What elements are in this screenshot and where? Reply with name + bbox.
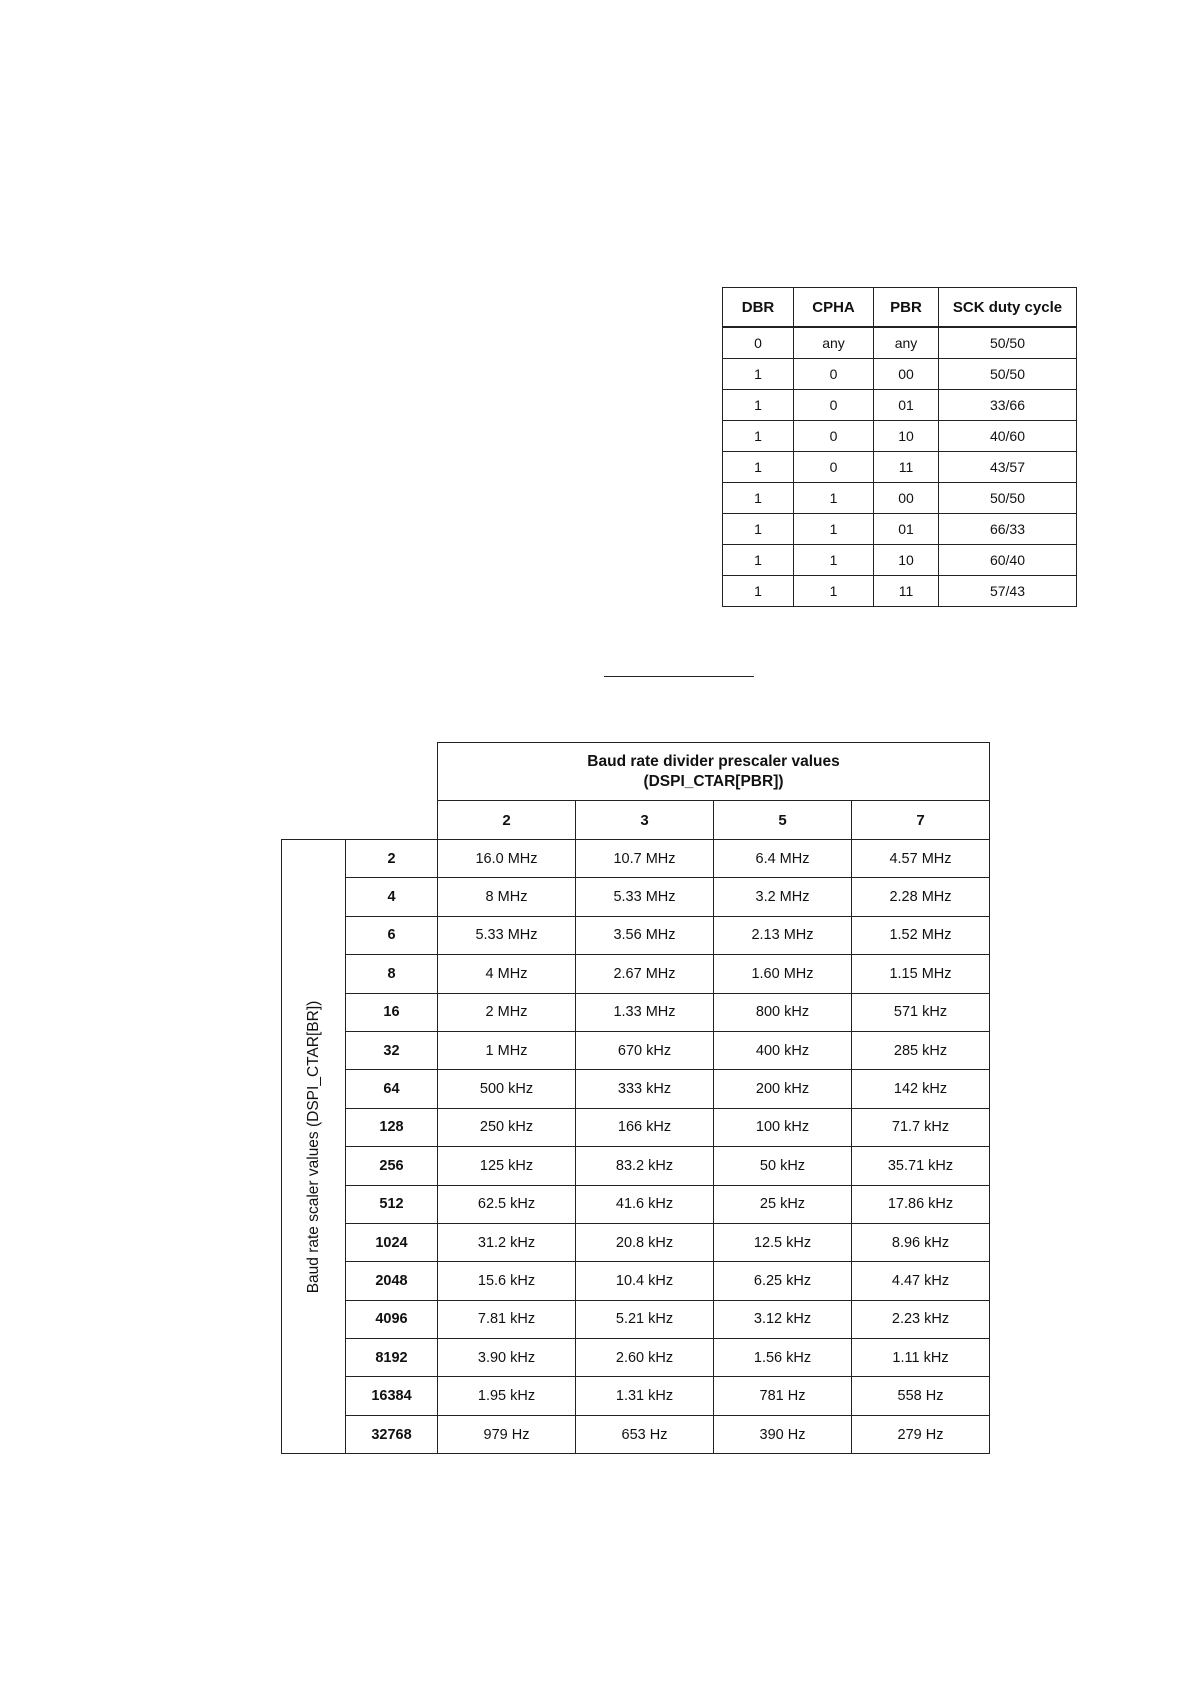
- duty-table-cell: 0: [794, 452, 874, 483]
- duty-table-cell: 0: [794, 359, 874, 390]
- baud-rate-cell: 12.5 kHz: [714, 1223, 852, 1261]
- baud-rate-cell: 3.2 MHz: [714, 878, 852, 916]
- baud-rate-cell: 3.90 kHz: [438, 1339, 576, 1377]
- header-cpha: CPHA: [794, 288, 874, 328]
- baud-rate-cell: 781 Hz: [714, 1377, 852, 1415]
- br-value: 4: [346, 878, 438, 916]
- baud-rate-cell: 1.15 MHz: [852, 955, 990, 993]
- baud-rate-cell: 4 MHz: [438, 955, 576, 993]
- baud-table-row: [282, 1262, 990, 1300]
- baud-rate-cell: 558 Hz: [852, 1377, 990, 1415]
- baud-rate-cell: 1.56 kHz: [714, 1339, 852, 1377]
- baud-table-row: [282, 916, 990, 954]
- duty-table-header-row: [723, 288, 1077, 328]
- duty-table-cell: 33/66: [939, 390, 1077, 421]
- baud-table-row: [282, 1415, 990, 1453]
- duty-table-cell: 1: [723, 545, 794, 576]
- br-value: 64: [346, 1070, 438, 1108]
- duty-table-cell: 01: [874, 390, 939, 421]
- duty-table-cell: 43/57: [939, 452, 1077, 483]
- br-value: 16: [346, 993, 438, 1031]
- baud-rate-cell: 390 Hz: [714, 1415, 852, 1453]
- baud-table-row: [282, 1147, 990, 1185]
- baud-table-row: [282, 1031, 990, 1069]
- baud-table-row: [282, 1223, 990, 1261]
- baud-rate-cell: 8.96 kHz: [852, 1223, 990, 1261]
- baud-rate-cell: 1.33 MHz: [576, 993, 714, 1031]
- baud-rate-cell: 500 kHz: [438, 1070, 576, 1108]
- baud-rate-cell: 20.8 kHz: [576, 1223, 714, 1261]
- baud-rate-cell: 200 kHz: [714, 1070, 852, 1108]
- br-value: 512: [346, 1185, 438, 1223]
- duty-table-cell: 66/33: [939, 514, 1077, 545]
- baud-rate-cell: 5.21 kHz: [576, 1300, 714, 1338]
- br-value: 32: [346, 1031, 438, 1069]
- baud-rate-cell: 2.23 kHz: [852, 1300, 990, 1338]
- duty-table-row: [723, 545, 1077, 576]
- baud-rate-cell: 16.0 MHz: [438, 840, 576, 878]
- baud-table-row: [282, 1070, 990, 1108]
- baud-table-row: [282, 878, 990, 916]
- baud-rate-cell: 62.5 kHz: [438, 1185, 576, 1223]
- baud-rate-cell: 2.28 MHz: [852, 878, 990, 916]
- baud-rate-cell: 17.86 kHz: [852, 1185, 990, 1223]
- baud-rate-cell: 1.52 MHz: [852, 916, 990, 954]
- baud-rate-cell: 100 kHz: [714, 1108, 852, 1146]
- br-value: 16384: [346, 1377, 438, 1415]
- baud-rate-cell: 1.11 kHz: [852, 1339, 990, 1377]
- duty-table-row: [723, 576, 1077, 607]
- duty-table-cell: 60/40: [939, 545, 1077, 576]
- pbr-title: [438, 743, 990, 801]
- baud-table-row: [282, 1300, 990, 1338]
- duty-table-cell: 1: [794, 483, 874, 514]
- baud-rate-cell: 41.6 kHz: [576, 1185, 714, 1223]
- duty-table-cell: 11: [874, 452, 939, 483]
- baud-rate-cell: 279 Hz: [852, 1415, 990, 1453]
- baud-rate-cell: 800 kHz: [714, 993, 852, 1031]
- duty-table-cell: 40/60: [939, 421, 1077, 452]
- baud-rate-cell: 670 kHz: [576, 1031, 714, 1069]
- sck-duty-cycle-table: [722, 287, 1077, 607]
- duty-table-cell: 1: [723, 483, 794, 514]
- baud-rate-cell: 71.7 kHz: [852, 1108, 990, 1146]
- baud-rate-cell: 571 kHz: [852, 993, 990, 1031]
- br-value: 1024: [346, 1223, 438, 1261]
- duty-table-cell: 10: [874, 421, 939, 452]
- baud-rate-cell: 2.67 MHz: [576, 955, 714, 993]
- baud-table-row: [282, 1108, 990, 1146]
- baud-rate-cell: 653 Hz: [576, 1415, 714, 1453]
- baud-rate-cell: 166 kHz: [576, 1108, 714, 1146]
- baud-rate-cell: 6.25 kHz: [714, 1262, 852, 1300]
- baud-rate-cell: 1 MHz: [438, 1031, 576, 1069]
- baud-table-row: [282, 1185, 990, 1223]
- duty-table-cell: 01: [874, 514, 939, 545]
- duty-table-row: [723, 452, 1077, 483]
- br-value: 2: [346, 840, 438, 878]
- header-pbr: PBR: [874, 288, 939, 328]
- duty-table-cell: 10: [874, 545, 939, 576]
- baud-rate-cell: 50 kHz: [714, 1147, 852, 1185]
- baud-rate-cell: 3.12 kHz: [714, 1300, 852, 1338]
- baud-rate-cell: 35.71 kHz: [852, 1147, 990, 1185]
- baud-rate-cell: 5.33 MHz: [438, 916, 576, 954]
- br-value: 6: [346, 916, 438, 954]
- divider-line: [604, 676, 754, 677]
- baud-rate-cell: 333 kHz: [576, 1070, 714, 1108]
- baud-rate-cell: 25 kHz: [714, 1185, 852, 1223]
- header-sck-duty-cycle: SCK duty cycle: [939, 288, 1077, 328]
- duty-table-cell: any: [874, 327, 939, 359]
- baud-rate-cell: 5.33 MHz: [576, 878, 714, 916]
- br-value: 32768: [346, 1415, 438, 1453]
- baud-rate-cell: 979 Hz: [438, 1415, 576, 1453]
- duty-table-cell: 50/50: [939, 327, 1077, 359]
- pbr-value: 2: [438, 801, 576, 840]
- baud-rate-cell: 7.81 kHz: [438, 1300, 576, 1338]
- duty-table-cell: 00: [874, 359, 939, 390]
- baud-rate-cell: 400 kHz: [714, 1031, 852, 1069]
- duty-table-cell: 1: [794, 545, 874, 576]
- duty-table-cell: 1: [723, 452, 794, 483]
- br-axis-label-cell: [282, 840, 346, 1454]
- baud-rate-cell: 1.60 MHz: [714, 955, 852, 993]
- duty-table-cell: 1: [723, 359, 794, 390]
- baud-rate-table: [281, 742, 990, 1454]
- duty-table-cell: 1: [723, 390, 794, 421]
- baud-table-row: [282, 1339, 990, 1377]
- baud-table-row: [282, 1377, 990, 1415]
- br-value: 256: [346, 1147, 438, 1185]
- duty-table-cell: 50/50: [939, 359, 1077, 390]
- baud-rate-cell: 2.60 kHz: [576, 1339, 714, 1377]
- baud-rate-cell: 3.56 MHz: [576, 916, 714, 954]
- baud-rate-cell: 1.31 kHz: [576, 1377, 714, 1415]
- br-value: 4096: [346, 1300, 438, 1338]
- br-value: 128: [346, 1108, 438, 1146]
- pbr-value: 3: [576, 801, 714, 840]
- duty-table-row: [723, 483, 1077, 514]
- baud-rate-cell: 4.47 kHz: [852, 1262, 990, 1300]
- baud-table-body: [282, 840, 990, 1454]
- baud-rate-cell: 125 kHz: [438, 1147, 576, 1185]
- header-dbr: DBR: [723, 288, 794, 328]
- duty-table-cell: 0: [723, 327, 794, 359]
- baud-rate-cell: 31.2 kHz: [438, 1223, 576, 1261]
- duty-table-cell: 1: [723, 421, 794, 452]
- duty-table-cell: 1: [794, 576, 874, 607]
- duty-table-row: [723, 390, 1077, 421]
- duty-table-cell: 0: [794, 390, 874, 421]
- baud-rate-cell: 142 kHz: [852, 1070, 990, 1108]
- duty-table-row: [723, 421, 1077, 452]
- baud-rate-cell: 10.4 kHz: [576, 1262, 714, 1300]
- baud-rate-cell: 4.57 MHz: [852, 840, 990, 878]
- duty-table-row: [723, 359, 1077, 390]
- br-axis-label: Baud rate scaler values (DSPI_CTAR[BR]): [304, 1000, 322, 1293]
- baud-rate-cell: 10.7 MHz: [576, 840, 714, 878]
- duty-table-row: [723, 514, 1077, 545]
- baud-rate-cell: 15.6 kHz: [438, 1262, 576, 1300]
- duty-table-cell: any: [794, 327, 874, 359]
- duty-table-row: [723, 327, 1077, 359]
- duty-table-cell: 57/43: [939, 576, 1077, 607]
- duty-table-cell: 11: [874, 576, 939, 607]
- duty-table-cell: 00: [874, 483, 939, 514]
- baud-rate-cell: 8 MHz: [438, 878, 576, 916]
- duty-table-cell: 0: [794, 421, 874, 452]
- duty-table-body: [723, 327, 1077, 607]
- baud-rate-cell: 1.95 kHz: [438, 1377, 576, 1415]
- pbr-value: 5: [714, 801, 852, 840]
- baud-rate-cell: 83.2 kHz: [576, 1147, 714, 1185]
- br-value: 8192: [346, 1339, 438, 1377]
- baud-rate-cell: 2.13 MHz: [714, 916, 852, 954]
- baud-table-row: [282, 840, 990, 878]
- baud-table-row: [282, 955, 990, 993]
- pbr-value: 7: [852, 801, 990, 840]
- duty-table-cell: 1: [723, 576, 794, 607]
- duty-table-cell: 50/50: [939, 483, 1077, 514]
- duty-table-cell: 1: [723, 514, 794, 545]
- baud-table-row: [282, 993, 990, 1031]
- baud-rate-cell: 285 kHz: [852, 1031, 990, 1069]
- br-value: 2048: [346, 1262, 438, 1300]
- pbr-title-line2: (DSPI_CTAR[PBR]): [643, 772, 784, 790]
- baud-rate-cell: 250 kHz: [438, 1108, 576, 1146]
- baud-rate-cell: 2 MHz: [438, 993, 576, 1031]
- br-value: 8: [346, 955, 438, 993]
- baud-rate-cell: 6.4 MHz: [714, 840, 852, 878]
- corner-blank: [282, 743, 438, 840]
- pbr-title-line1: Baud rate divider prescaler values: [587, 752, 840, 770]
- duty-table-cell: 1: [794, 514, 874, 545]
